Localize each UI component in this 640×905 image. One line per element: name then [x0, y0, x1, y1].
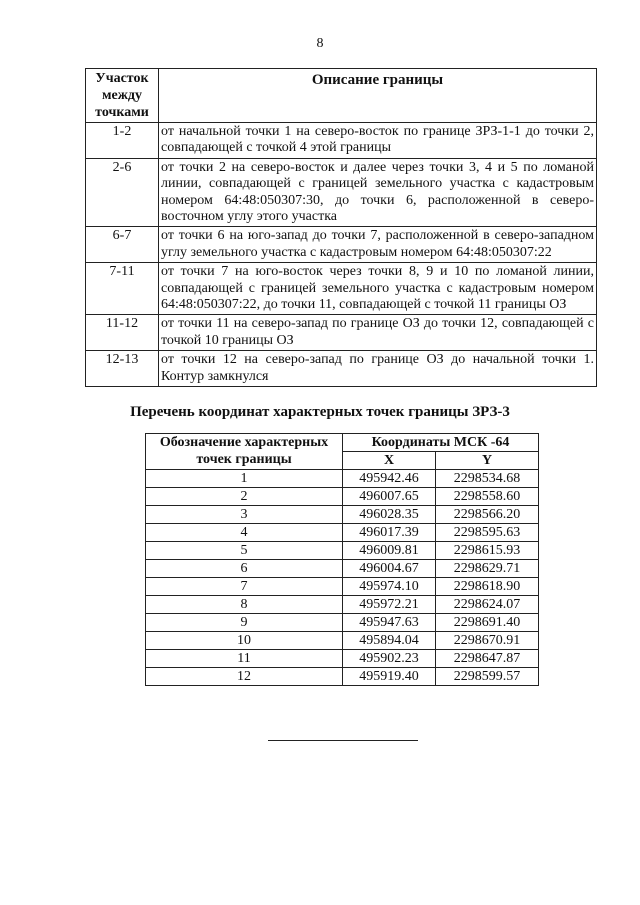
coordinates-table-body: [146, 470, 539, 686]
description-cell: от точки 12 на северо-запад по границе ОЗ до начальной точки 1. Контур замкнулся: [159, 351, 597, 387]
point-cell: 10: [146, 632, 343, 650]
y-coordinate-cell: 2298615.93: [436, 542, 539, 560]
table-row: [146, 470, 539, 488]
x-coordinate-cell: 496009.81: [343, 542, 436, 560]
end-divider-line: [268, 740, 418, 741]
y-coordinate-cell: 2298558.60: [436, 488, 539, 506]
table-row: [146, 560, 539, 578]
y-coordinate-cell: 2298566.20: [436, 506, 539, 524]
x-coordinate-cell: 495894.04: [343, 632, 436, 650]
description-cell: от начальной точки 1 на северо-восток по границе ЗРЗ-1-1 до точки 2, совпадающей с точкой 4 этой границы: [159, 123, 597, 159]
table-row: [146, 596, 539, 614]
table-row: [146, 542, 539, 560]
coordinates-system-header: Координаты МСК -64: [343, 434, 539, 452]
point-cell: 6: [146, 560, 343, 578]
point-cell: 1: [146, 470, 343, 488]
point-cell: 4: [146, 524, 343, 542]
description-column-header: Описание границы: [159, 69, 597, 123]
x-coordinate-cell: 495942.46: [343, 470, 436, 488]
x-coordinate-cell: 495902.23: [343, 650, 436, 668]
description-cell: от точки 6 на юго-запад до точки 7, расположенной в северо-западном углу земельного участка с кадастровым номером 64:48:050307:22: [159, 227, 597, 263]
table-row: [146, 506, 539, 524]
table-row: [86, 315, 597, 351]
description-cell: от точки 11 на северо-запад по границе ОЗ до точки 12, совпадающей с точкой 10 границы ОЗ: [159, 315, 597, 351]
y-coordinate-cell: 2298595.63: [436, 524, 539, 542]
y-coordinate-cell: 2298534.68: [436, 470, 539, 488]
y-coordinate-cell: 2298629.71: [436, 560, 539, 578]
boundary-table-body: [86, 123, 597, 387]
table-row: [86, 158, 597, 227]
y-coordinate-cell: 2298618.90: [436, 578, 539, 596]
y-coordinate-cell: 2298624.07: [436, 596, 539, 614]
segment-cell: 1-2: [86, 123, 159, 159]
x-coordinate-cell: 495974.10: [343, 578, 436, 596]
description-cell: от точки 2 на северо-восток и далее через точки 3, 4 и 5 по ломаной линии, совпадающей с границей земельного участка с кадастровым номером 64:48:050307:30, до точки 6, расположенной в северо-восточном углу этого участка: [159, 158, 597, 227]
table-row: [146, 668, 539, 686]
coord-header-row-1: [146, 434, 539, 452]
x-coordinate-cell: 496007.65: [343, 488, 436, 506]
point-cell: 12: [146, 668, 343, 686]
y-column-header: Y: [436, 452, 539, 470]
segment-cell: 12-13: [86, 351, 159, 387]
point-cell: 2: [146, 488, 343, 506]
segment-column-header: Участок между точками: [86, 69, 159, 123]
x-coordinate-cell: 495972.21: [343, 596, 436, 614]
table-row: [86, 227, 597, 263]
coordinates-table: [145, 433, 539, 686]
table-row: [146, 488, 539, 506]
table-row: [146, 578, 539, 596]
segment-cell: 2-6: [86, 158, 159, 227]
point-designation-header: Обозначение характерных точек границы: [146, 434, 343, 470]
table-row: [86, 351, 597, 387]
x-coordinate-cell: 496017.39: [343, 524, 436, 542]
point-cell: 5: [146, 542, 343, 560]
table-row: [86, 263, 597, 315]
table-row: [146, 650, 539, 668]
table-row: [146, 524, 539, 542]
x-coordinate-cell: 495919.40: [343, 668, 436, 686]
point-cell: 9: [146, 614, 343, 632]
boundary-description-table: [85, 68, 597, 387]
segment-cell: 7-11: [86, 263, 159, 315]
table-row: [146, 614, 539, 632]
point-cell: 3: [146, 506, 343, 524]
table-header-row: [86, 69, 597, 123]
x-coordinate-cell: 496028.35: [343, 506, 436, 524]
segment-cell: 11-12: [86, 315, 159, 351]
y-coordinate-cell: 2298670.91: [436, 632, 539, 650]
table-row: [86, 123, 597, 159]
x-coordinate-cell: 496004.67: [343, 560, 436, 578]
point-cell: 11: [146, 650, 343, 668]
point-cell: 7: [146, 578, 343, 596]
table-row: [146, 632, 539, 650]
description-cell: от точки 7 на юго-восток через точки 8, 9 и 10 по ломаной линии, совпадающей с границей земельного участка с кадастровым номером 64:48:050307:22, до точки 11, совпадающей с точкой 11 границы ОЗ: [159, 263, 597, 315]
segment-cell: 6-7: [86, 227, 159, 263]
y-coordinate-cell: 2298691.40: [436, 614, 539, 632]
page-number: 8: [316, 36, 324, 51]
point-cell: 8: [146, 596, 343, 614]
y-coordinate-cell: 2298599.57: [436, 668, 539, 686]
x-coordinate-cell: 495947.63: [343, 614, 436, 632]
coordinates-section-title: Перечень координат характерных точек границы ЗРЗ-3: [130, 404, 510, 420]
y-coordinate-cell: 2298647.87: [436, 650, 539, 668]
x-column-header: X: [343, 452, 436, 470]
